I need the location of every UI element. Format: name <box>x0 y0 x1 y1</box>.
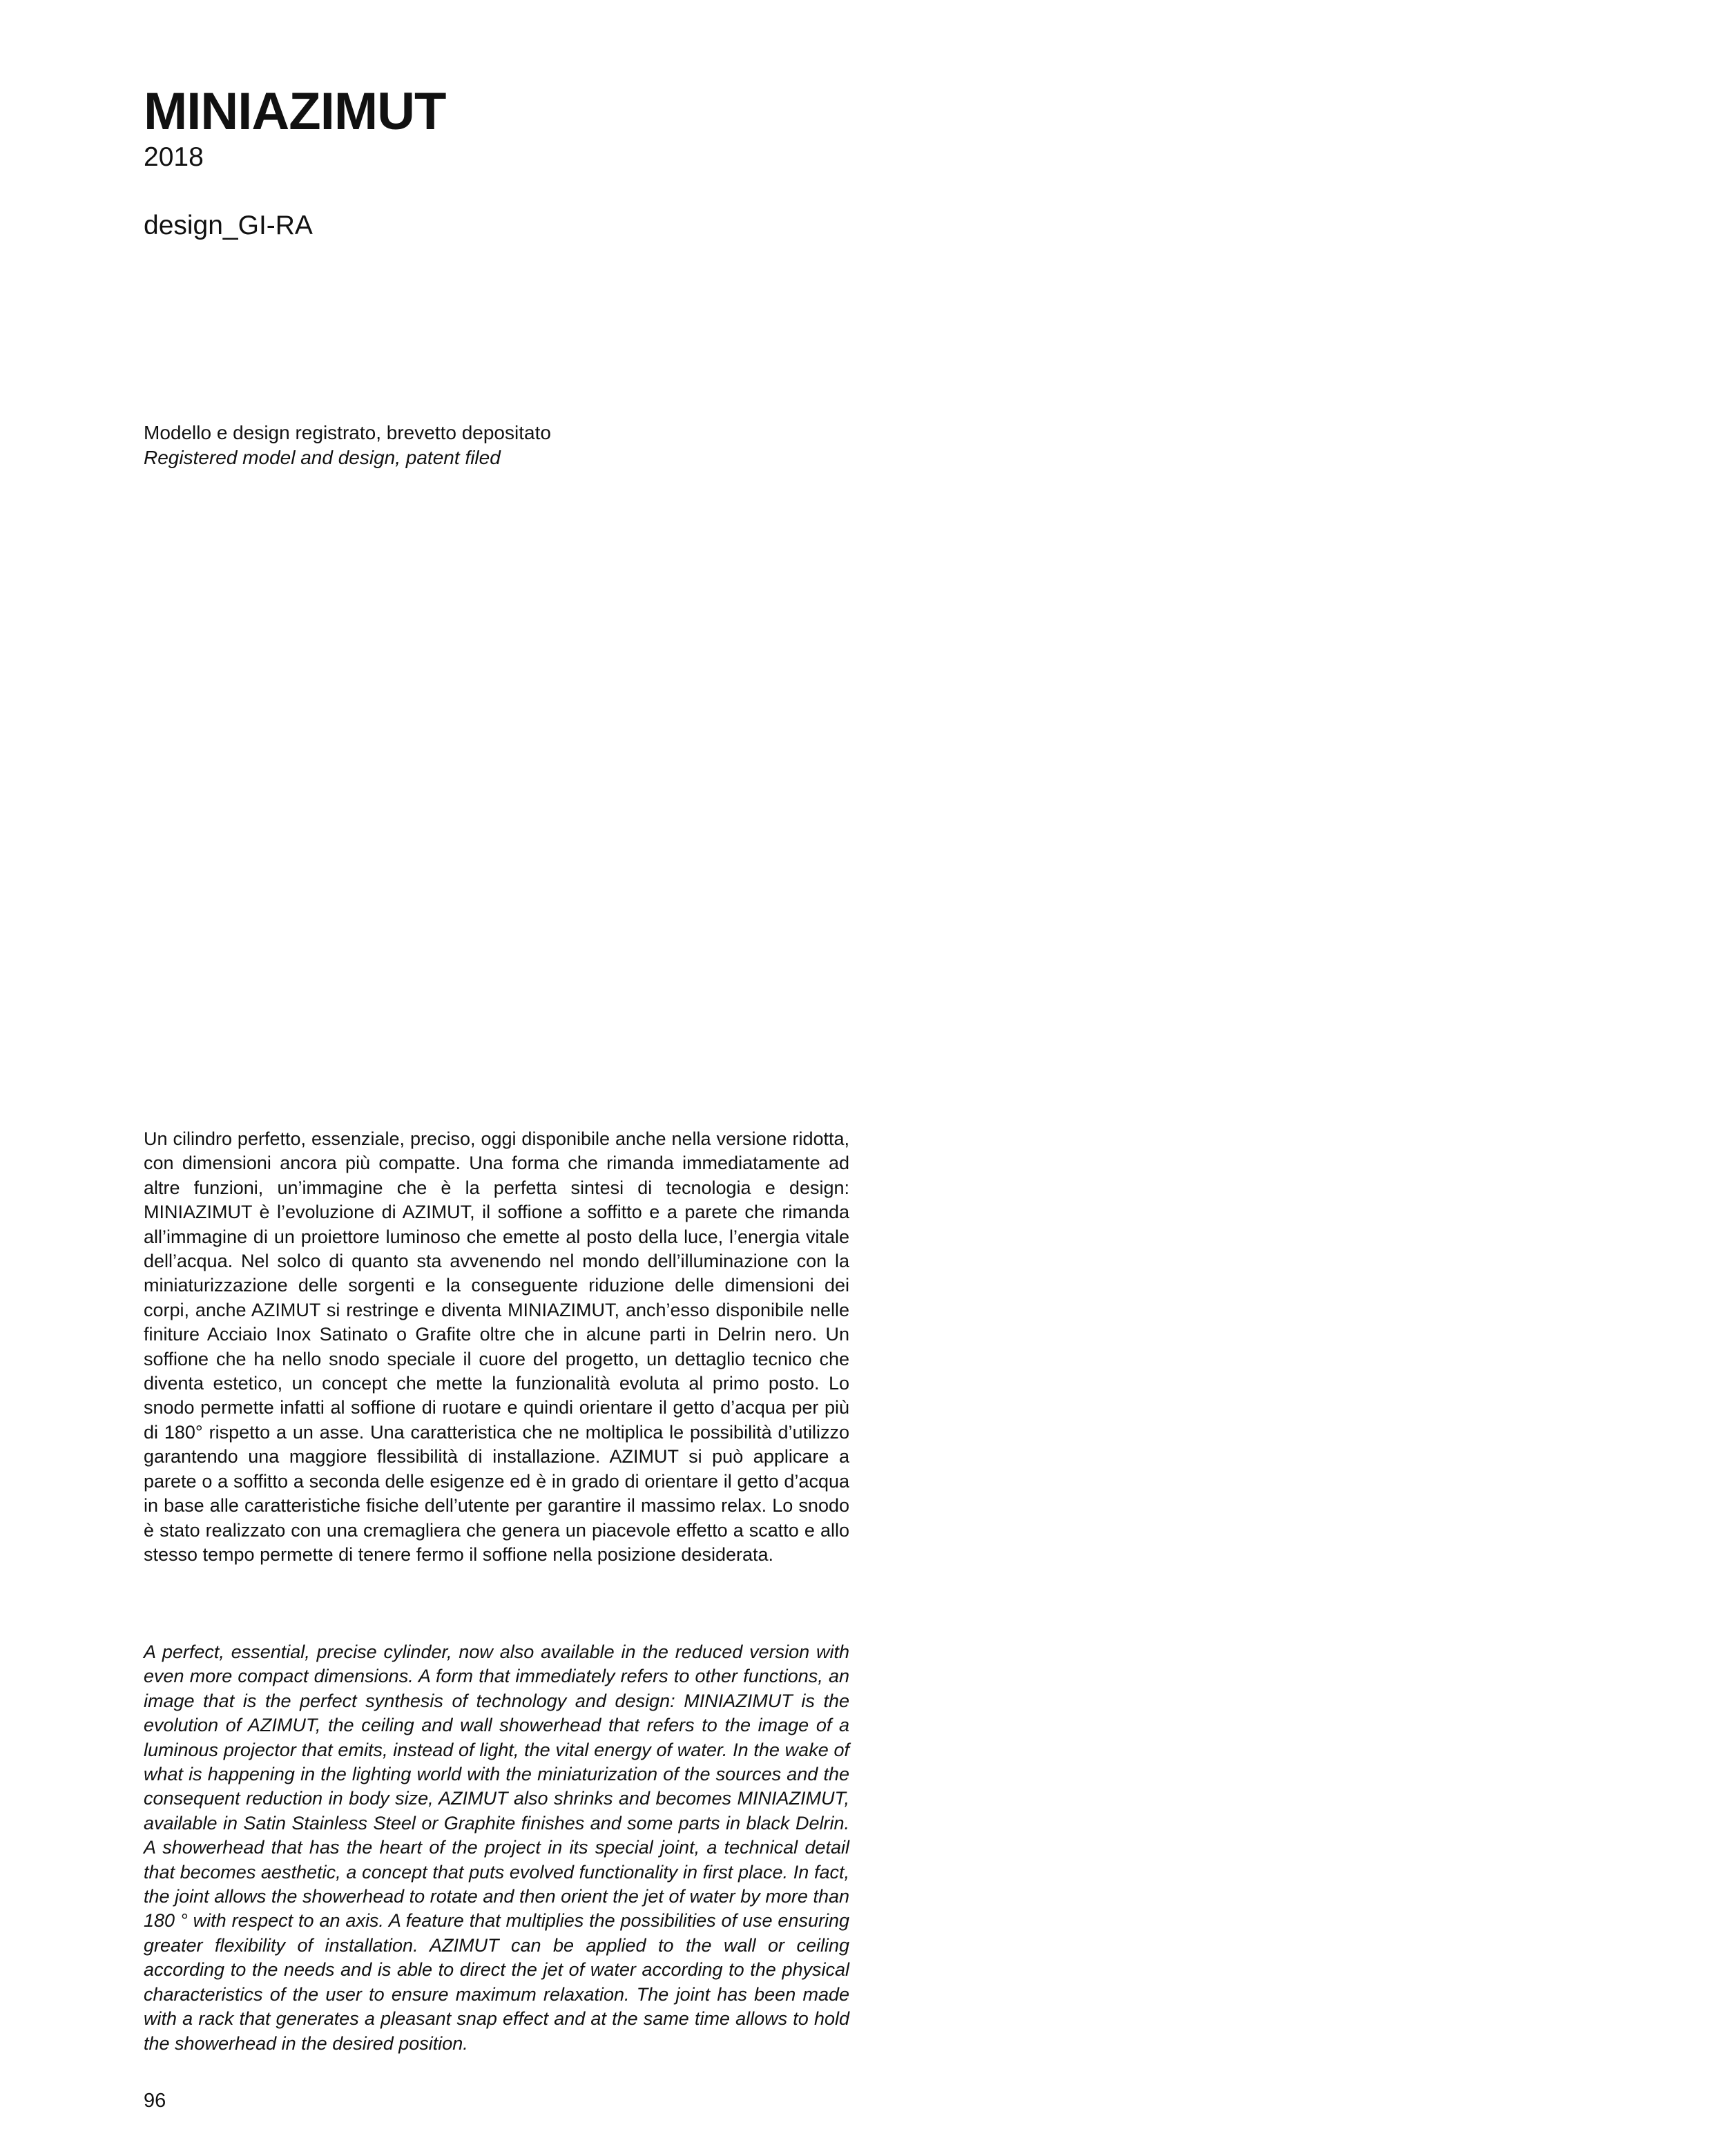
registration-notice <box>144 421 551 470</box>
registration-notice-english: Registered model and design, patent filed <box>144 447 501 468</box>
registration-notice-italian: Modello e design registrato, brevetto depositato <box>144 422 551 443</box>
product-year: 2018 <box>144 142 204 172</box>
description-english: A perfect, essential, precise cylinder, now also available in the reduced version with even more compact dimensions. A form that immediately refers to other functions, an image that is the perfect synthesis of technology and design: MINIAZIMUT is the evolution of AZIMUT, the ceiling and wall showerhead that refers to the image of a luminous projector that emits, instead of light, the vital energy of water. In the wake of what is happening in the lighting world with the miniaturization of the sources and the consequent reduction in body size, AZIMUT also shrinks and becomes MINIAZIMUT, available in Satin Stainless Steel or Graphite finishes and some parts in black Delrin. A showerhead that has the heart of the project in its special joint, a technical detail that becomes aesthetic, a concept that puts evolved functionality in first place. In fact, the joint allows the showerhead to rotate and then orient the jet of water by more than 180 ° with respect to an axis. A feature that multiplies the possibilities of use ensuring greater flexibility of installation. AZIMUT can be applied to the wall or ceiling according to the needs and is able to direct the jet of water according to the physical characteristics of the user to ensure maximum relaxation. The joint has been made with a rack that generates a pleasant snap effect and at the same time allows to hold the showerhead in the desired position. <box>144 1642 849 2054</box>
description-italian: Un cilindro perfetto, essenziale, preciso, oggi disponibile anche nella versione ridotta, con dimensioni ancora più compatte. Una forma che rimanda immediatamente ad altre funzioni, un’immagine che è la perfetta sintesi di tecnologia e design: MINIAZIMUT è l’evoluzione di AZIMUT, il soffione a soffitto e a parete che rimanda all’immagine di un proiettore luminoso che emette al posto della luce, l’energia vitale dell’acqua. Nel solco di quanto sta avvenendo nel mondo dell’illuminazione con la miniaturizzazione delle sorgenti e la conseguente riduzione delle dimensioni dei corpi, anche AZIMUT si restringe e diventa MINIAZIMUT, anch’esso disponibile nelle finiture Acciaio Inox Satinato o Grafite oltre che in alcune parti in Delrin nero. Un soffione che ha nello snodo speciale il cuore del progetto, un dettaglio tecnico che diventa estetico, un concept che mette la funzionalità evoluta al primo posto. Lo snodo permette infatti al soffione di ruotare e quindi orientare il getto d’acqua per più di 180° rispetto a un asse. Una caratteristica che ne moltiplica le possibilità d’utilizzo garantendo una maggiore flessibilità di installazione. AZIMUT si può applicare a parete o a soffitto a seconda delle esigenze ed è in grado di orientare il getto d’acqua in base alle caratteristiche fisiche dell’utente per garantire il massimo relax. Lo snodo è stato realizzato con una cremagliera che genera un piacevole effetto a scatto e allo stesso tempo permette di tenere fermo il soffione nella posizione desiderata. <box>144 1128 849 1565</box>
designer-credit: design_GI-RA <box>144 211 313 240</box>
product-title: MINIAZIMUT <box>144 82 446 141</box>
page-number: 96 <box>144 2090 166 2112</box>
